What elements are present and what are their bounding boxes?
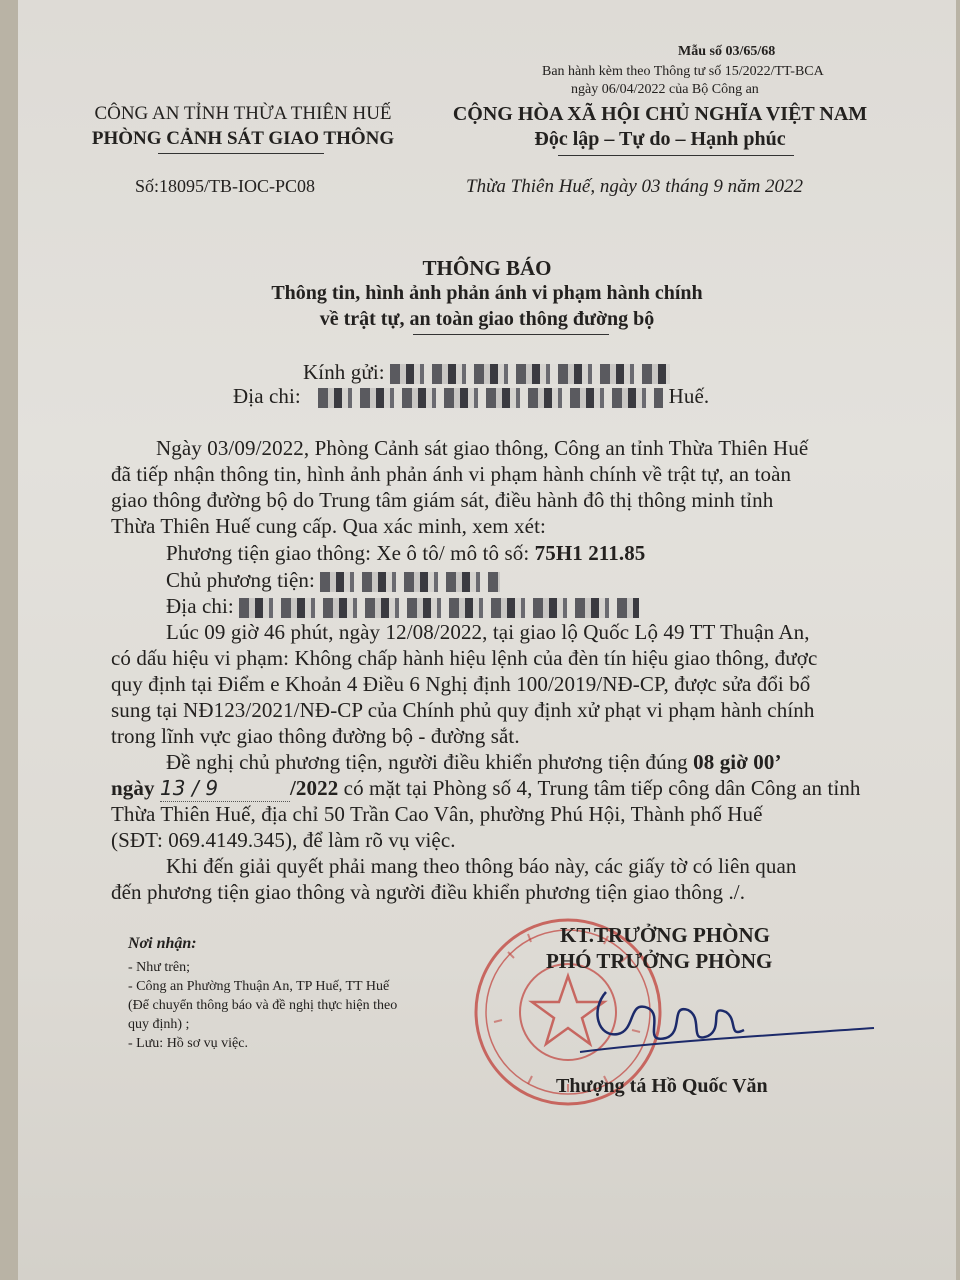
- signature-title-2: PHÓ TRƯỞNG PHÒNG: [546, 949, 773, 973]
- place-and-date: Thừa Thiên Huế, ngày 03 tháng 9 năm 2022: [466, 176, 804, 197]
- distribution-item: - Như trên;: [128, 960, 191, 975]
- redacted-recipient: [390, 364, 670, 384]
- recipient-address-line: [233, 384, 709, 409]
- para1-line4: Thừa Thiên Huế cung cấp. Qua xác minh, xem xét:: [111, 514, 546, 538]
- redacted-owner: [320, 572, 500, 592]
- signer-name: Thượng tá Hồ Quốc Văn: [556, 1075, 768, 1097]
- recipient-label: Kính gửi:: [303, 360, 385, 384]
- notice-subtitle-2: về trật tự, an toàn giao thông đường bộ: [319, 308, 655, 330]
- para4-line2: đến phương tiện giao thông và người điều khiển phương tiện giao thông ./.: [111, 880, 746, 904]
- agency-parent: CÔNG AN TỈNH THỪA THIÊN HUẾ: [94, 103, 392, 124]
- para3-text: Đề nghị chủ phương tiện, người điều khiển phương tiện đúng: [166, 750, 694, 774]
- handwritten-date: 13 / 9: [160, 776, 290, 802]
- para2-line3: quy định tại Điểm e Khoản 4 Điều 6 Nghị định 100/2019/NĐ-CP, được sửa đổi bổ: [111, 672, 811, 696]
- para1-line3: giao thông đường bộ do Trung tâm giám sát, điều hành đô thị thông minh tỉnh: [111, 488, 774, 512]
- recipient-line: [303, 360, 670, 385]
- form-issued-with: Ban hành kèm theo Thông tư số 15/2022/TT-BCA: [542, 64, 824, 79]
- recipient-address-label: Địa chi:: [233, 384, 301, 408]
- distribution-item: - Công an Phường Thuận An, TP Huế, TT Huế: [128, 979, 390, 994]
- para2-line1: Lúc 09 giờ 46 phút, ngày 12/08/2022, tại giao lộ Quốc Lộ 49 TT Thuận An,: [166, 620, 810, 644]
- appointment-year: /2022: [289, 776, 339, 800]
- owner-line: [166, 568, 500, 593]
- handwritten-signature: [578, 980, 878, 1060]
- document-page: [18, 0, 956, 1280]
- document-number: Số:18095/TB-IOC-PC08: [135, 176, 316, 196]
- para2-line5: trong lĩnh vực giao thông đường bộ - đường sắt.: [111, 724, 520, 748]
- para2-line2: có dấu hiệu vi phạm: Không chấp hành hiệu lệnh của đèn tín hiệu giao thông, được: [111, 646, 818, 670]
- distribution-item: - Lưu: Hồ sơ vụ việc.: [128, 1036, 248, 1051]
- form-issued-date: ngày 06/04/2022 của Bộ Công an: [571, 82, 759, 97]
- para3-line3: Thừa Thiên Huế, địa chỉ 50 Trần Cao Vân, phường Phú Hội, Thành phố Huế: [111, 802, 763, 826]
- distribution-item: quy định) ;: [128, 1017, 190, 1032]
- motto-underline: [558, 155, 794, 156]
- appointment-time: 08 giờ 00’: [693, 750, 782, 774]
- form-number: Mẫu số 03/65/68: [678, 44, 776, 59]
- para4-line1: Khi đến giải quyết phải mang theo thông báo này, các giấy tờ có liên quan: [166, 854, 797, 878]
- distribution-list: [128, 958, 397, 1053]
- vehicle-line: [166, 541, 645, 566]
- redacted-recipient-address: [318, 388, 663, 408]
- para3-line1: [166, 750, 782, 775]
- agency-name: PHÒNG CẢNH SÁT GIAO THÔNG: [91, 128, 395, 149]
- vehicle-plate: 75H1 211.85: [534, 541, 646, 565]
- owner-address-line: [166, 594, 639, 619]
- owner-address-label: Địa chi:: [166, 594, 234, 618]
- para1-line2: đã tiếp nhận thông tin, hình ảnh phản ánh vi phạm hành chính về trật tự, an toàn: [111, 462, 792, 486]
- notice-title: THÔNG BÁO: [422, 256, 552, 280]
- para3-line2-rest: có mặt tại Phòng số 4, Trung tâm tiếp công dân Công an tỉnh: [338, 776, 861, 800]
- para3-line4: (SĐT: 069.4149.345), để làm rõ vụ việc.: [111, 828, 456, 852]
- redacted-owner-address: [239, 598, 639, 618]
- para2-line4: sung tại NĐ123/2021/NĐ-CP của Chính phủ quy định xử phạt vi phạm hành chính: [111, 698, 815, 722]
- title-underline: [413, 334, 609, 335]
- para1-line1: Ngày 03/09/2022, Phòng Cảnh sát giao thông, Công an tỉnh Thừa Thiên Huế: [156, 436, 809, 460]
- distribution-label: Nơi nhận:: [128, 935, 197, 952]
- distribution-item: (Để chuyển thông báo và đề nghị thực hiện theo: [128, 998, 398, 1013]
- vehicle-label: Phương tiện giao thông: Xe ô tô/ mô tô số:: [166, 541, 535, 565]
- country-name: CỘNG HÒA XÃ HỘI CHỦ NGHĨA VIỆT NAM: [452, 103, 868, 125]
- notice-subtitle-1: Thông tin, hình ảnh phản ánh vi phạm hành chính: [271, 282, 703, 304]
- national-motto: Độc lập – Tự do – Hạnh phúc: [534, 128, 786, 150]
- owner-label: Chủ phương tiện:: [166, 568, 315, 592]
- agency-underline: [158, 153, 324, 154]
- signature-title-1: KT.TRƯỞNG PHÒNG: [560, 923, 770, 947]
- para3-line2: [111, 776, 861, 802]
- appointment-day-label: ngày: [111, 776, 155, 800]
- recipient-address-tail: Huế.: [668, 384, 710, 408]
